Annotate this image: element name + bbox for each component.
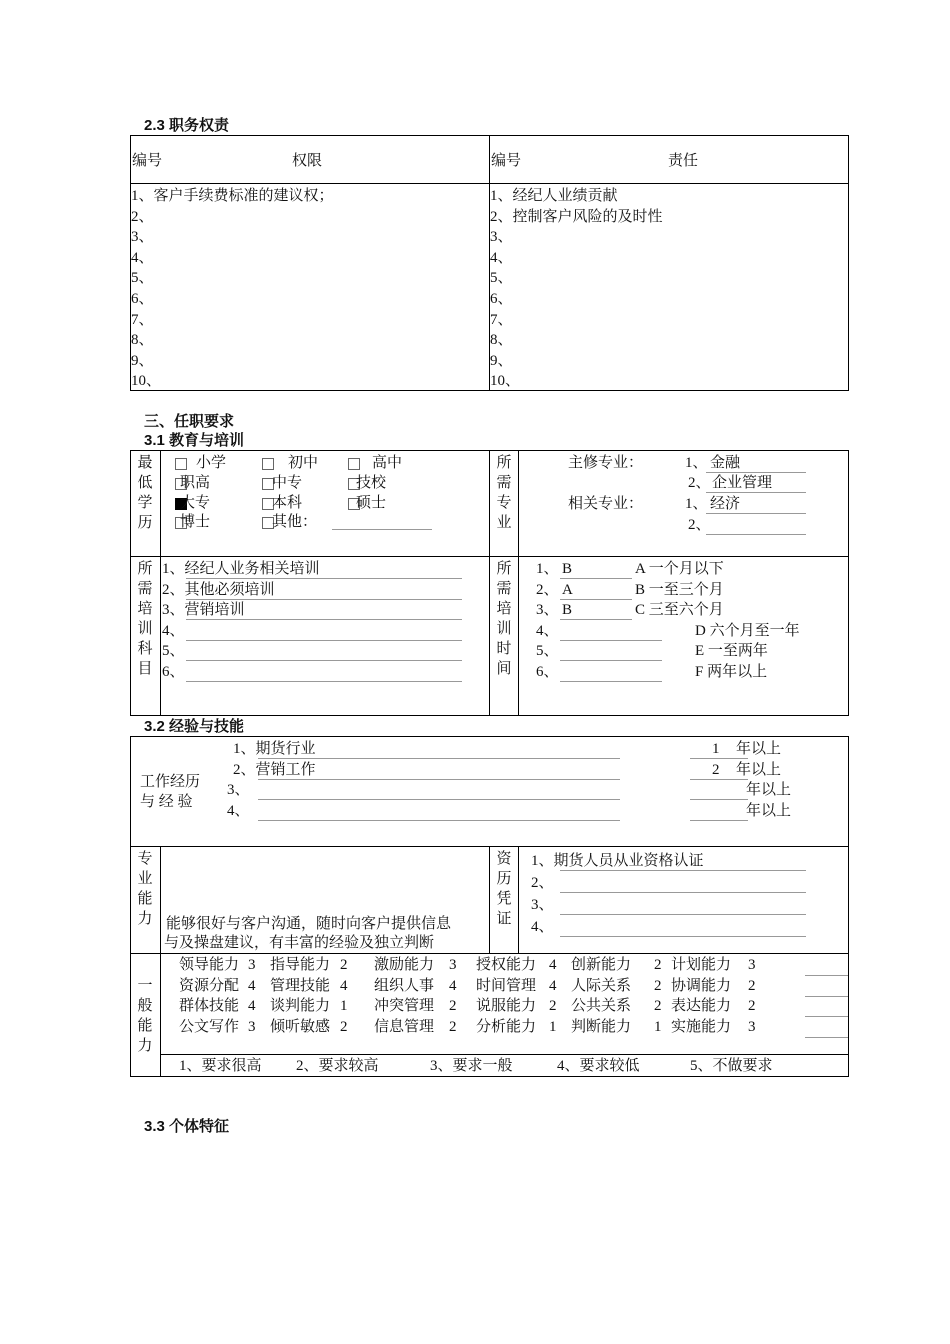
ability-name: 创新能力 bbox=[571, 957, 632, 973]
ability-name: 协调能力 bbox=[671, 977, 732, 994]
ability-scale-item: 1、要求很高 bbox=[179, 1058, 262, 1074]
responsibility-row: 3、 bbox=[490, 229, 513, 246]
general-ability-label: 一般能力 bbox=[137, 978, 153, 1054]
training-time-label: 所需培训时间 bbox=[496, 561, 512, 677]
authority-row: 6、 bbox=[131, 291, 154, 307]
ability-name: 说服能力 bbox=[476, 998, 537, 1014]
ability-score: 4 bbox=[449, 977, 457, 994]
responsibility-row: 5、 bbox=[490, 270, 513, 287]
edu-checkbox-2[interactable] bbox=[348, 458, 360, 470]
ability-score: 4 bbox=[340, 977, 348, 994]
experience-row-line-2 bbox=[130, 953, 849, 954]
work-item-line bbox=[258, 758, 620, 759]
responsibility-row: 2、控制客户风险的及时性 bbox=[490, 208, 663, 225]
ability-extra-line bbox=[805, 1016, 848, 1017]
ability-score: 1 bbox=[654, 1018, 662, 1035]
ability-score: 1 bbox=[340, 998, 348, 1014]
ability-extra-line bbox=[805, 996, 848, 997]
edu-label-2: 高中 bbox=[372, 455, 403, 471]
professional-ability-label: 专业能力 bbox=[137, 851, 153, 927]
responsibility-row: 7、 bbox=[490, 311, 513, 328]
responsibility-row: 6、 bbox=[490, 291, 513, 307]
training-time-line[interactable] bbox=[560, 681, 662, 682]
training-subject-line bbox=[186, 578, 462, 579]
edu-label-3: 职高 bbox=[180, 475, 211, 491]
education-col-line-2 bbox=[489, 450, 490, 716]
related-major-label: 相关专业： bbox=[568, 496, 644, 512]
training-subject-line bbox=[186, 640, 462, 641]
ability-extra-line bbox=[805, 1037, 848, 1038]
main-major-1-line bbox=[706, 472, 806, 473]
authority-row: 3、 bbox=[131, 229, 154, 246]
training-subject: 2、其他必须培训 bbox=[162, 581, 275, 598]
main-major-2-line bbox=[706, 492, 806, 493]
training-time-legend: D 六个月至一年 bbox=[695, 622, 800, 639]
ability-score: 2 bbox=[748, 998, 756, 1014]
responsibility-row: 1、经纪人业绩贡献 bbox=[490, 188, 618, 204]
training-time-line[interactable] bbox=[560, 578, 632, 579]
training-time-legend: E 一至两年 bbox=[695, 643, 768, 660]
credential-label: 资历凭证 bbox=[496, 851, 512, 927]
credential-item: 4、 bbox=[531, 919, 554, 935]
ability-name: 谈判能力 bbox=[270, 998, 331, 1014]
training-subject-line bbox=[186, 619, 462, 620]
training-time-num: 4、 bbox=[536, 622, 559, 639]
main-major-2: 企业管理 bbox=[712, 475, 773, 491]
ability-score: 3 bbox=[248, 957, 256, 973]
ability-score: 3 bbox=[748, 1018, 756, 1035]
training-time-value: B bbox=[562, 561, 573, 577]
training-subject: 1、经纪人业务相关培训 bbox=[162, 561, 320, 577]
credential-line bbox=[560, 870, 806, 871]
work-item: 1、期货行业 bbox=[233, 741, 316, 757]
ability-score: 4 bbox=[549, 957, 557, 973]
training-time-line[interactable] bbox=[560, 619, 632, 620]
related-major-1-line bbox=[706, 513, 806, 514]
section-2-3-title: 2.3 职务权责 bbox=[144, 117, 230, 134]
credential-line bbox=[560, 892, 806, 893]
ability-name: 激励能力 bbox=[374, 957, 435, 973]
edu-other-field[interactable] bbox=[332, 529, 432, 530]
main-major-num-1: 1、 bbox=[685, 455, 708, 471]
work-item-line bbox=[258, 820, 620, 821]
ability-score: 4 bbox=[248, 977, 256, 994]
ability-score: 4 bbox=[549, 977, 557, 994]
ability-name: 管理技能 bbox=[270, 977, 331, 994]
related-major-1: 经济 bbox=[710, 496, 741, 512]
ability-score: 2 bbox=[449, 1018, 457, 1035]
training-time-legend: C 三至六个月 bbox=[635, 602, 724, 619]
authority-row: 1、客户手续费标准的建议权； bbox=[131, 188, 334, 204]
training-subject-line bbox=[186, 599, 462, 600]
authority-row: 4、 bbox=[131, 249, 154, 266]
related-major-num-2: 2、 bbox=[688, 517, 711, 533]
ability-name: 倾听敏感 bbox=[270, 1018, 331, 1035]
ability-scale-item: 4、要求较低 bbox=[557, 1058, 640, 1074]
related-major-2-line bbox=[706, 534, 806, 535]
responsibility-row: 4、 bbox=[490, 249, 513, 266]
header-authority: 权限 bbox=[292, 153, 323, 169]
work-item: 2、营销工作 bbox=[233, 761, 316, 778]
work-item-line bbox=[258, 779, 620, 780]
main-major-num-2: 2、 bbox=[688, 475, 711, 491]
authority-row: 2、 bbox=[131, 208, 154, 225]
header-num-left: 编号 bbox=[132, 153, 163, 169]
ability-score: 3 bbox=[449, 957, 457, 973]
credential-item: 3、 bbox=[531, 897, 554, 913]
training-time-legend: A 一个月以下 bbox=[635, 561, 724, 577]
edu-label-5: 技校 bbox=[356, 475, 387, 491]
ability-score: 2 bbox=[654, 998, 662, 1014]
training-time-num: 5、 bbox=[536, 643, 559, 660]
ability-scale-item: 5、不做要求 bbox=[690, 1058, 773, 1074]
training-subject-line bbox=[186, 681, 462, 682]
ability-name: 人际关系 bbox=[571, 977, 632, 994]
ability-name: 判断能力 bbox=[571, 1018, 632, 1035]
edu-label-0: 小学 bbox=[196, 455, 227, 471]
professional-text-1: 能够很好与客户沟通，随时向客户提供信息 bbox=[166, 916, 452, 932]
ability-name: 时间管理 bbox=[476, 977, 537, 994]
ability-extra-line bbox=[805, 975, 848, 976]
min-education-label: 最低学历 bbox=[137, 455, 153, 531]
ability-score: 2 bbox=[654, 977, 662, 994]
ability-name: 公文写作 bbox=[179, 1018, 240, 1035]
education-col-line-3 bbox=[518, 450, 519, 716]
credential-item: 2、 bbox=[531, 875, 554, 891]
ability-score: 4 bbox=[248, 998, 256, 1014]
main-major-1: 金融 bbox=[710, 455, 741, 471]
credential-item: 1、期货人员从业资格认证 bbox=[531, 853, 704, 869]
training-time-num: 6、 bbox=[536, 664, 559, 680]
ability-score: 2 bbox=[654, 957, 662, 973]
edu-label-6: 大专 bbox=[180, 495, 211, 511]
ability-score: 2 bbox=[549, 998, 557, 1014]
main-major-label: 主修专业： bbox=[568, 455, 644, 471]
ability-name: 实施能力 bbox=[671, 1018, 732, 1035]
training-subject-line bbox=[186, 660, 462, 661]
education-col-line-1 bbox=[160, 450, 161, 716]
ability-score: 3 bbox=[748, 957, 756, 973]
experience-row-line-3 bbox=[160, 1054, 849, 1055]
training-subject: 3、营销培训 bbox=[162, 602, 245, 619]
authority-table-header-line bbox=[130, 183, 849, 184]
work-item: 3、 bbox=[227, 782, 250, 799]
authority-row: 9、 bbox=[131, 352, 154, 369]
ability-name: 资源分配 bbox=[179, 977, 240, 994]
training-time-line[interactable] bbox=[560, 660, 662, 661]
edu-label-8: 硕士 bbox=[356, 495, 387, 511]
edu-label-9: 博士 bbox=[180, 514, 211, 530]
ability-name: 群体技能 bbox=[179, 998, 240, 1014]
edu-checkbox-0[interactable] bbox=[175, 458, 187, 470]
authority-row: 5、 bbox=[131, 270, 154, 287]
training-time-num: 1、 bbox=[536, 561, 559, 577]
training-time-line[interactable] bbox=[560, 640, 662, 641]
training-time-legend: B 一至三个月 bbox=[635, 581, 724, 598]
header-responsibility: 责任 bbox=[668, 153, 699, 169]
training-subjects-label: 所需培训科目 bbox=[137, 561, 153, 677]
responsibility-row: 9、 bbox=[490, 352, 513, 369]
responsibility-row: 10、 bbox=[490, 373, 521, 390]
experience-col-line-2 bbox=[489, 846, 490, 953]
ability-name: 领导能力 bbox=[179, 957, 240, 973]
ability-score: 2 bbox=[748, 977, 756, 994]
training-time-line[interactable] bbox=[560, 599, 632, 600]
major-label: 所需专业 bbox=[496, 455, 512, 531]
training-subject: 5、 bbox=[162, 643, 185, 660]
training-time-value: B bbox=[562, 602, 573, 619]
work-years-suffix: 年以上 bbox=[746, 802, 792, 819]
work-years: 1 bbox=[712, 741, 720, 757]
responsibility-row: 8、 bbox=[490, 332, 513, 349]
ability-name: 指导能力 bbox=[270, 957, 331, 973]
section-3-3-title: 3.3 个体特征 bbox=[144, 1118, 230, 1135]
ability-name: 公共关系 bbox=[571, 998, 632, 1014]
training-time-num: 2、 bbox=[536, 581, 559, 598]
ability-name: 组织人事 bbox=[374, 977, 435, 994]
credential-line bbox=[560, 936, 806, 937]
ability-score: 3 bbox=[248, 1018, 256, 1035]
ability-scale-item: 3、要求一般 bbox=[430, 1058, 513, 1074]
ability-name: 授权能力 bbox=[476, 957, 537, 973]
work-years-suffix: 年以上 bbox=[746, 782, 792, 799]
training-time-legend: F 两年以上 bbox=[695, 664, 768, 680]
work-years-line[interactable] bbox=[690, 820, 748, 821]
ability-score: 2 bbox=[449, 998, 457, 1014]
ability-name: 信息管理 bbox=[374, 1018, 435, 1035]
training-subject: 4、 bbox=[162, 622, 185, 639]
training-time-num: 3、 bbox=[536, 602, 559, 619]
work-item-line bbox=[258, 799, 620, 800]
work-years-suffix: 年以上 bbox=[736, 761, 782, 778]
edu-label-7: 本科 bbox=[272, 495, 303, 511]
credential-line bbox=[560, 914, 806, 915]
related-major-num-1: 1、 bbox=[685, 496, 708, 512]
work-years: 2 bbox=[712, 761, 720, 778]
authority-row: 8、 bbox=[131, 332, 154, 349]
edu-checkbox-1[interactable] bbox=[262, 458, 274, 470]
ability-score: 2 bbox=[340, 957, 348, 973]
authority-row: 7、 bbox=[131, 311, 154, 328]
ability-scale-item: 2、要求较高 bbox=[296, 1058, 379, 1074]
work-years-suffix: 年以上 bbox=[736, 741, 782, 757]
edu-label-4: 中专 bbox=[272, 475, 303, 491]
work-experience-label: 工作经历与 经 验 bbox=[140, 774, 201, 810]
section-3-2-title: 3.2 经验与技能 bbox=[144, 718, 245, 735]
ability-name: 计划能力 bbox=[671, 957, 732, 973]
ability-name: 分析能力 bbox=[476, 1018, 537, 1035]
section-3-title: 三、任职要求 bbox=[144, 413, 235, 430]
edu-label-1: 初中 bbox=[288, 455, 319, 471]
section-3-1-title: 3.1 教育与培训 bbox=[144, 432, 245, 449]
edu-label-10: 其他： bbox=[272, 514, 318, 530]
ability-score: 1 bbox=[549, 1018, 557, 1035]
ability-score: 2 bbox=[340, 1018, 348, 1035]
ability-name: 表达能力 bbox=[671, 998, 732, 1014]
ability-name: 冲突管理 bbox=[374, 998, 435, 1014]
authority-row: 10、 bbox=[131, 373, 162, 390]
header-num-right: 编号 bbox=[491, 153, 522, 169]
training-subject: 6、 bbox=[162, 664, 185, 680]
work-item: 4、 bbox=[227, 802, 250, 819]
work-years-line[interactable] bbox=[690, 799, 748, 800]
experience-col-line-3 bbox=[518, 846, 519, 953]
professional-text-2: 与及操盘建议，有丰富的经验及独立判断 bbox=[164, 935, 435, 951]
training-time-value: A bbox=[562, 581, 573, 598]
experience-col-line-1 bbox=[160, 846, 161, 1077]
